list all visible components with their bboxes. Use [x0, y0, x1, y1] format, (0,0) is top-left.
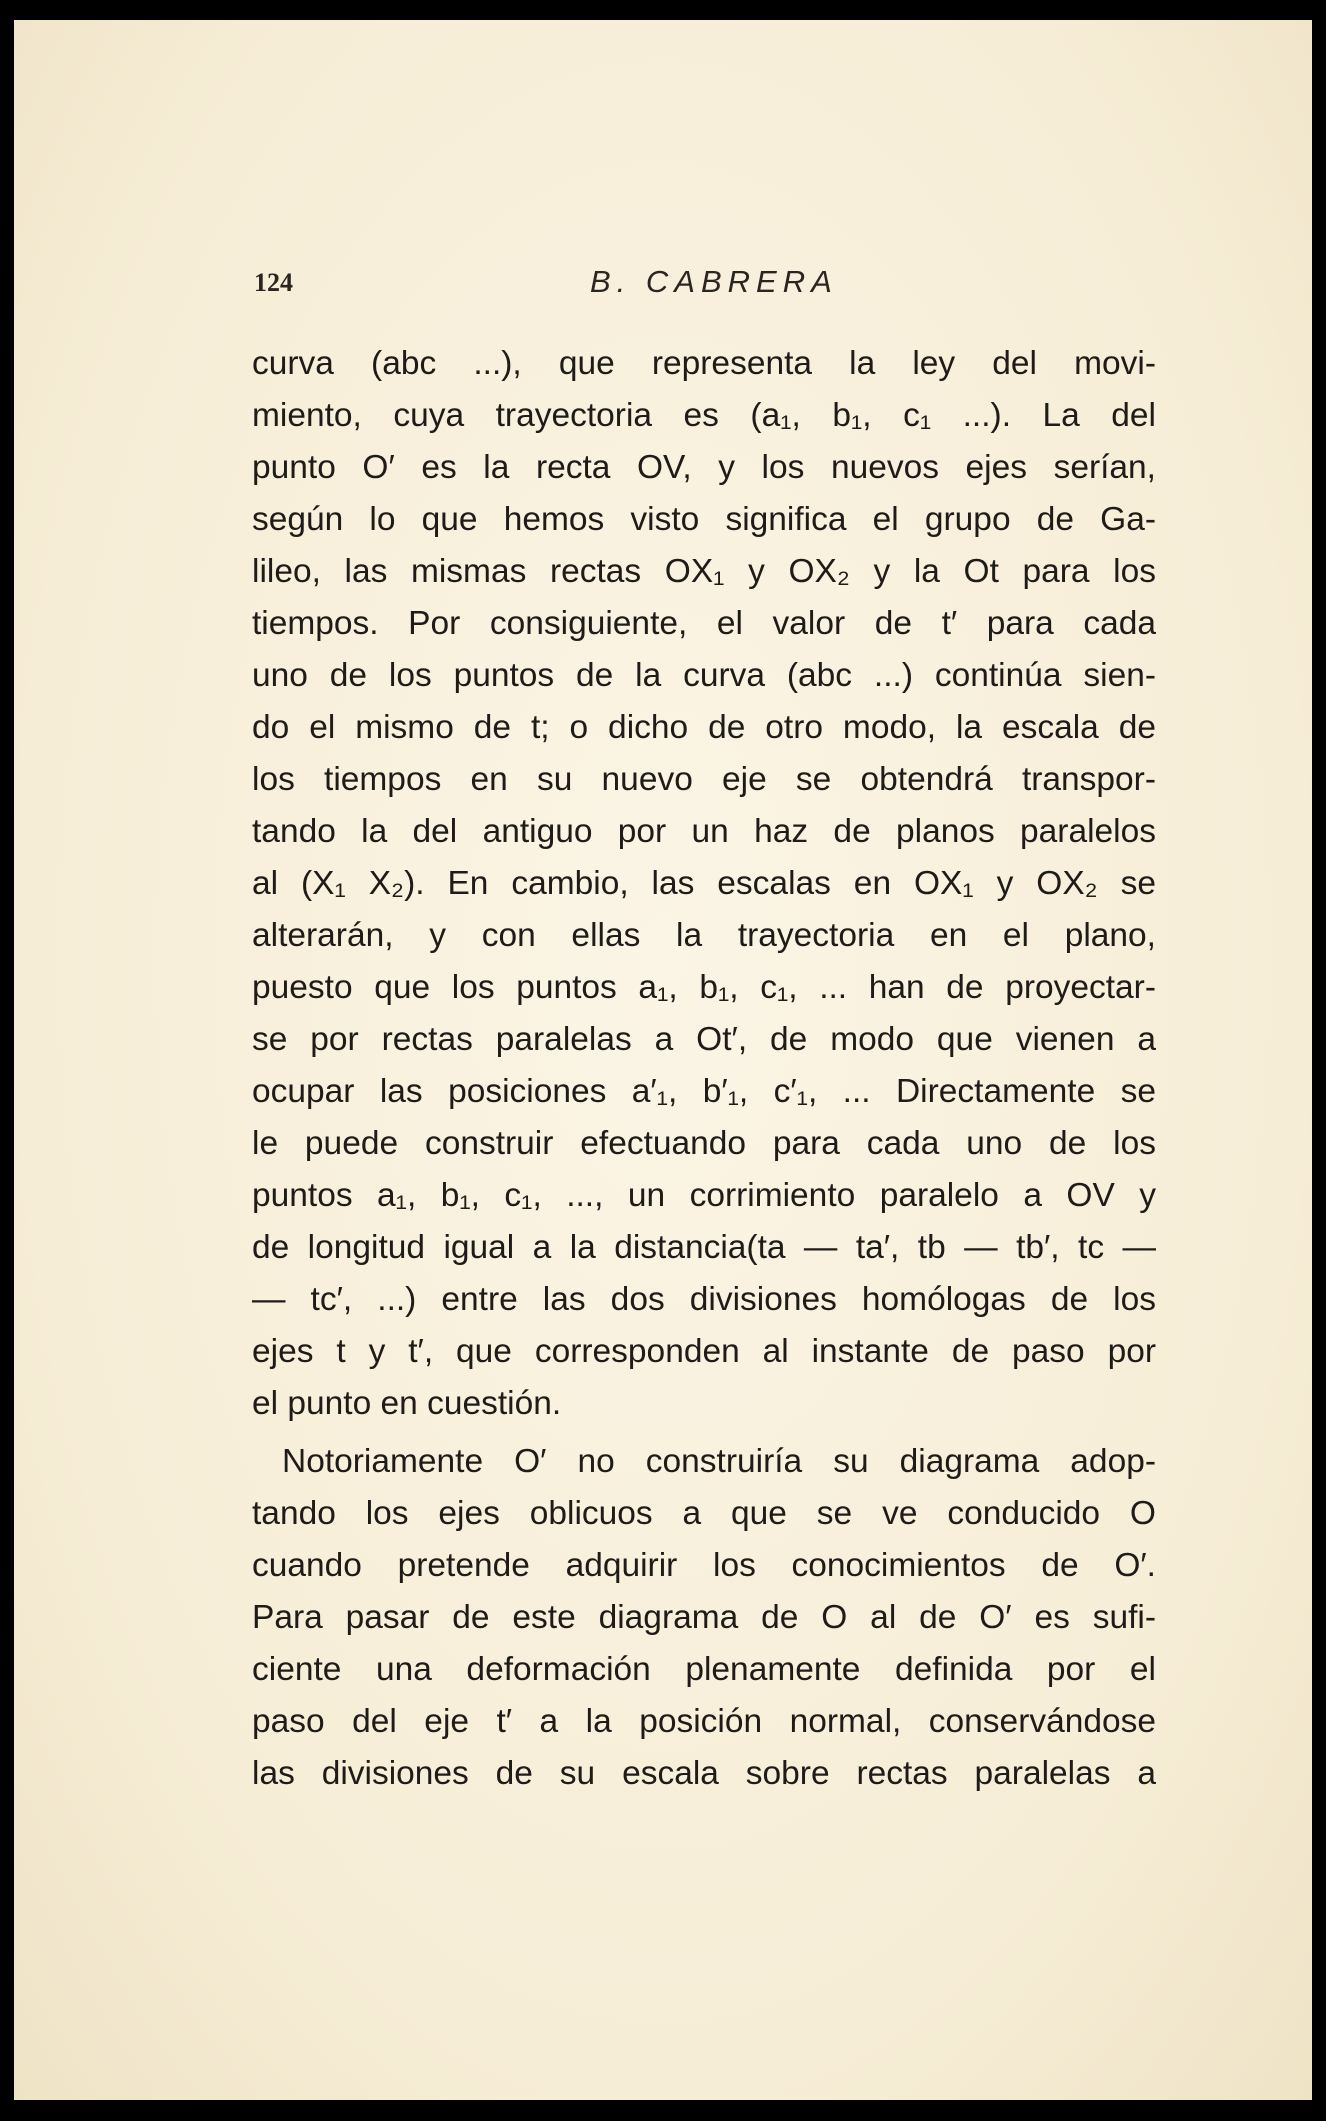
text-line: paso del eje t′ a la posición normal, conservándose — [252, 1703, 1156, 1740]
text-line: uno de los puntos de la curva (abc ...) continúa sien- — [252, 657, 1156, 694]
text-line: los tiempos en su nuevo eje se obtendrá transpor- — [252, 761, 1156, 798]
text-line: ciente una deformación plenamente definida por el — [252, 1651, 1156, 1688]
text-line: tando los ejes oblicuos a que se ve conducido O — [252, 1495, 1156, 1532]
text-line: se por rectas paralelas a Ot′, de modo que vienen a — [252, 1021, 1156, 1058]
text-line: tando la del antiguo por un haz de planos paralelos — [252, 813, 1156, 850]
text-line: — tc′, ...) entre las dos divisiones homólogas de los — [252, 1281, 1156, 1318]
text-line: al (X₁ X₂). En cambio, las escalas en OX₁ y OX₂ se — [252, 865, 1156, 902]
text-line: cuando pretende adquirir los conocimientos de O′. — [252, 1547, 1156, 1584]
text-line: de longitud igual a la distancia(ta — ta′, tb — tb′, tc — — [252, 1229, 1156, 1266]
book-page — [14, 20, 1312, 2100]
text-line: puesto que los puntos a₁, b₁, c₁, ... han de proyectar- — [252, 969, 1156, 1006]
page-number: 124 — [254, 268, 293, 297]
text-line: tiempos. Por consiguiente, el valor de t′ para cada — [252, 605, 1156, 642]
text-line: do el mismo de t; o dicho de otro modo, la escala de — [252, 709, 1156, 746]
text-line: las divisiones de su escala sobre rectas paralelas a — [252, 1755, 1156, 1792]
running-head: B. CABRERA — [590, 264, 838, 299]
text-line: el punto en cuestión. — [252, 1385, 562, 1422]
text-line: Notoriamente O′ no construiría su diagrama adop- — [282, 1443, 1156, 1480]
text-line: ocupar las posiciones a′₁, b′₁, c′₁, ... Directamente se — [252, 1073, 1156, 1110]
page-header — [254, 264, 1154, 308]
text-line: Para pasar de este diagrama de O al de O′ es sufi- — [252, 1599, 1156, 1636]
text-line: curva (abc ...), que representa la ley del movi- — [252, 345, 1156, 382]
text-line: punto O′ es la recta OV, y los nuevos ejes serían, — [252, 449, 1156, 486]
text-line: miento, cuya trayectoria es (a₁, b₁, c₁ ...). La del — [252, 397, 1156, 434]
text-line: puntos a₁, b₁, c₁, ..., un corrimiento paralelo a OV y — [252, 1177, 1156, 1214]
text-line: según lo que hemos visto significa el grupo de Ga- — [252, 501, 1156, 538]
body-text — [252, 338, 1156, 1800]
paragraph-2 — [252, 1436, 1156, 1800]
text-line: ejes t y t′, que corresponden al instante de paso por — [252, 1333, 1156, 1370]
paragraph-1 — [252, 338, 1156, 1430]
text-line: lileo, las mismas rectas OX₁ y OX₂ y la Ot para los — [252, 553, 1156, 590]
text-line: le puede construir efectuando para cada uno de los — [252, 1125, 1156, 1162]
text-line: alterarán, y con ellas la trayectoria en el plano, — [252, 917, 1156, 954]
